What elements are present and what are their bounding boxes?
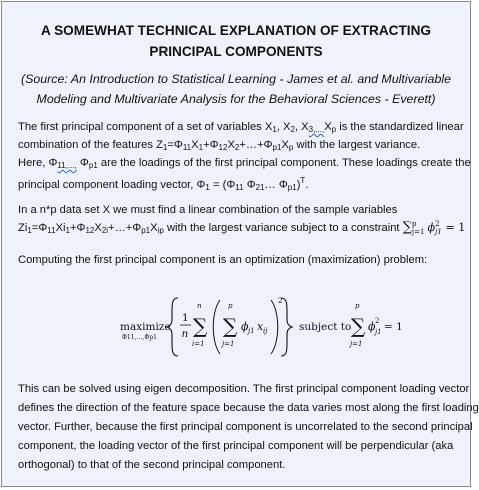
optimization-formula (120, 286, 403, 366)
para2-line-2: $Zi_1=\Phi_{11}Xi_1+\Phi_{12}X_{2i}+\dots+\Phi_{p1}X_{ip}$ with the largest variance subject to a constraint ∑ p j=1 ϕ 2 j1 = 1 (18, 220, 466, 236)
right-brace (281, 298, 292, 356)
fraction-numerator: 1 (182, 312, 189, 324)
subject-to-label: subject to (299, 321, 352, 333)
para4-line-4: component, the loading vector of the first principal component will be perpendicular (aka (18, 440, 454, 452)
outer-sum-upper: n (197, 302, 202, 310)
document-title (2, 20, 470, 62)
source-line-1: (Source: An Introduction to Statistical Learning - James et al. and Multivariable (21, 72, 451, 86)
constraint-equals: = 1 (384, 321, 403, 333)
right-paren (271, 300, 278, 354)
para4-line-1: This can be solved using eigen decomposition. The first principal component loading vector (18, 383, 470, 395)
outer-sum-sign: ∑ (193, 314, 208, 338)
para4-line-3: vector. Further, because the first principal component is uncorrelated to the second principal (18, 421, 473, 433)
para4-line-5: orthogonal) to that of the second principal component. (18, 459, 286, 471)
constraint-sum-upper: p (355, 302, 360, 310)
title-line-2: PRINCIPAL COMPONENTS (149, 44, 323, 59)
maximize-label: maximize (120, 321, 171, 333)
inner-sum-lower: j=1 (222, 340, 235, 348)
phi-term-subscript: j1 (248, 327, 255, 335)
para2-line-1: In a n*p data set X we must find a linear combination of the sample variables (18, 204, 398, 216)
para3-line-1: Computing the first principal component is an optimization (maximization) problem: (18, 254, 428, 266)
para1-line-1: The first principal component of a set of variables $X_1$, $X_2$, $X_{3,...,}X_p$ is the standardized linear (18, 121, 464, 134)
title-line-1: A SOMEWHAT TECHNICAL EXPLANATION OF EXTRACTING (41, 23, 431, 38)
left-paren (213, 300, 220, 354)
para1-line-2: combination of the features $Z_1=\Phi_{11}X_1+\Phi_{12}X_2+\dots+\Phi_{p1}X_p$ with the largest variance. (18, 139, 421, 152)
constraint-phi: ϕ (368, 320, 376, 333)
square-exponent: 2 (278, 297, 283, 305)
phi-term: ϕ (241, 320, 249, 333)
document-card (1, 1, 479, 487)
maximize-subscript: Φ11,…,Φp1 (122, 334, 157, 341)
para4-line-2: defines the direction of the feature space because the data varies most along the first loading (18, 402, 479, 414)
constraint-phi-subscript: j1 (375, 328, 382, 336)
source-citation (20, 69, 452, 109)
fraction-denominator: n (181, 328, 189, 340)
constraint-sum-lower: j=1 (350, 340, 363, 348)
constraint-phi-exponent: 2 (375, 317, 380, 325)
constraint-sum-sign: ∑ (351, 314, 366, 338)
inner-sum-sign: ∑ (223, 314, 238, 338)
inner-sum-upper: p (228, 302, 233, 310)
para1-line-3: Here, $\Phi_{11,...,}$ $\Phi_{p1}$ are the loadings of the first principal component. These loadings create the (18, 157, 471, 170)
para1-line-4: principal component loading vector, $\Phi_1 = (\Phi_{11}$ $\Phi_{21}\dots$ $\Phi_{p1})^T$. (18, 176, 309, 192)
x-term: x (257, 320, 264, 333)
x-term-subscript: ij (263, 327, 268, 335)
outer-sum-lower: i=1 (192, 340, 205, 348)
source-line-2: Modeling and Multivariate Analysis for the Behavioral Sciences - Everett) (36, 92, 436, 106)
